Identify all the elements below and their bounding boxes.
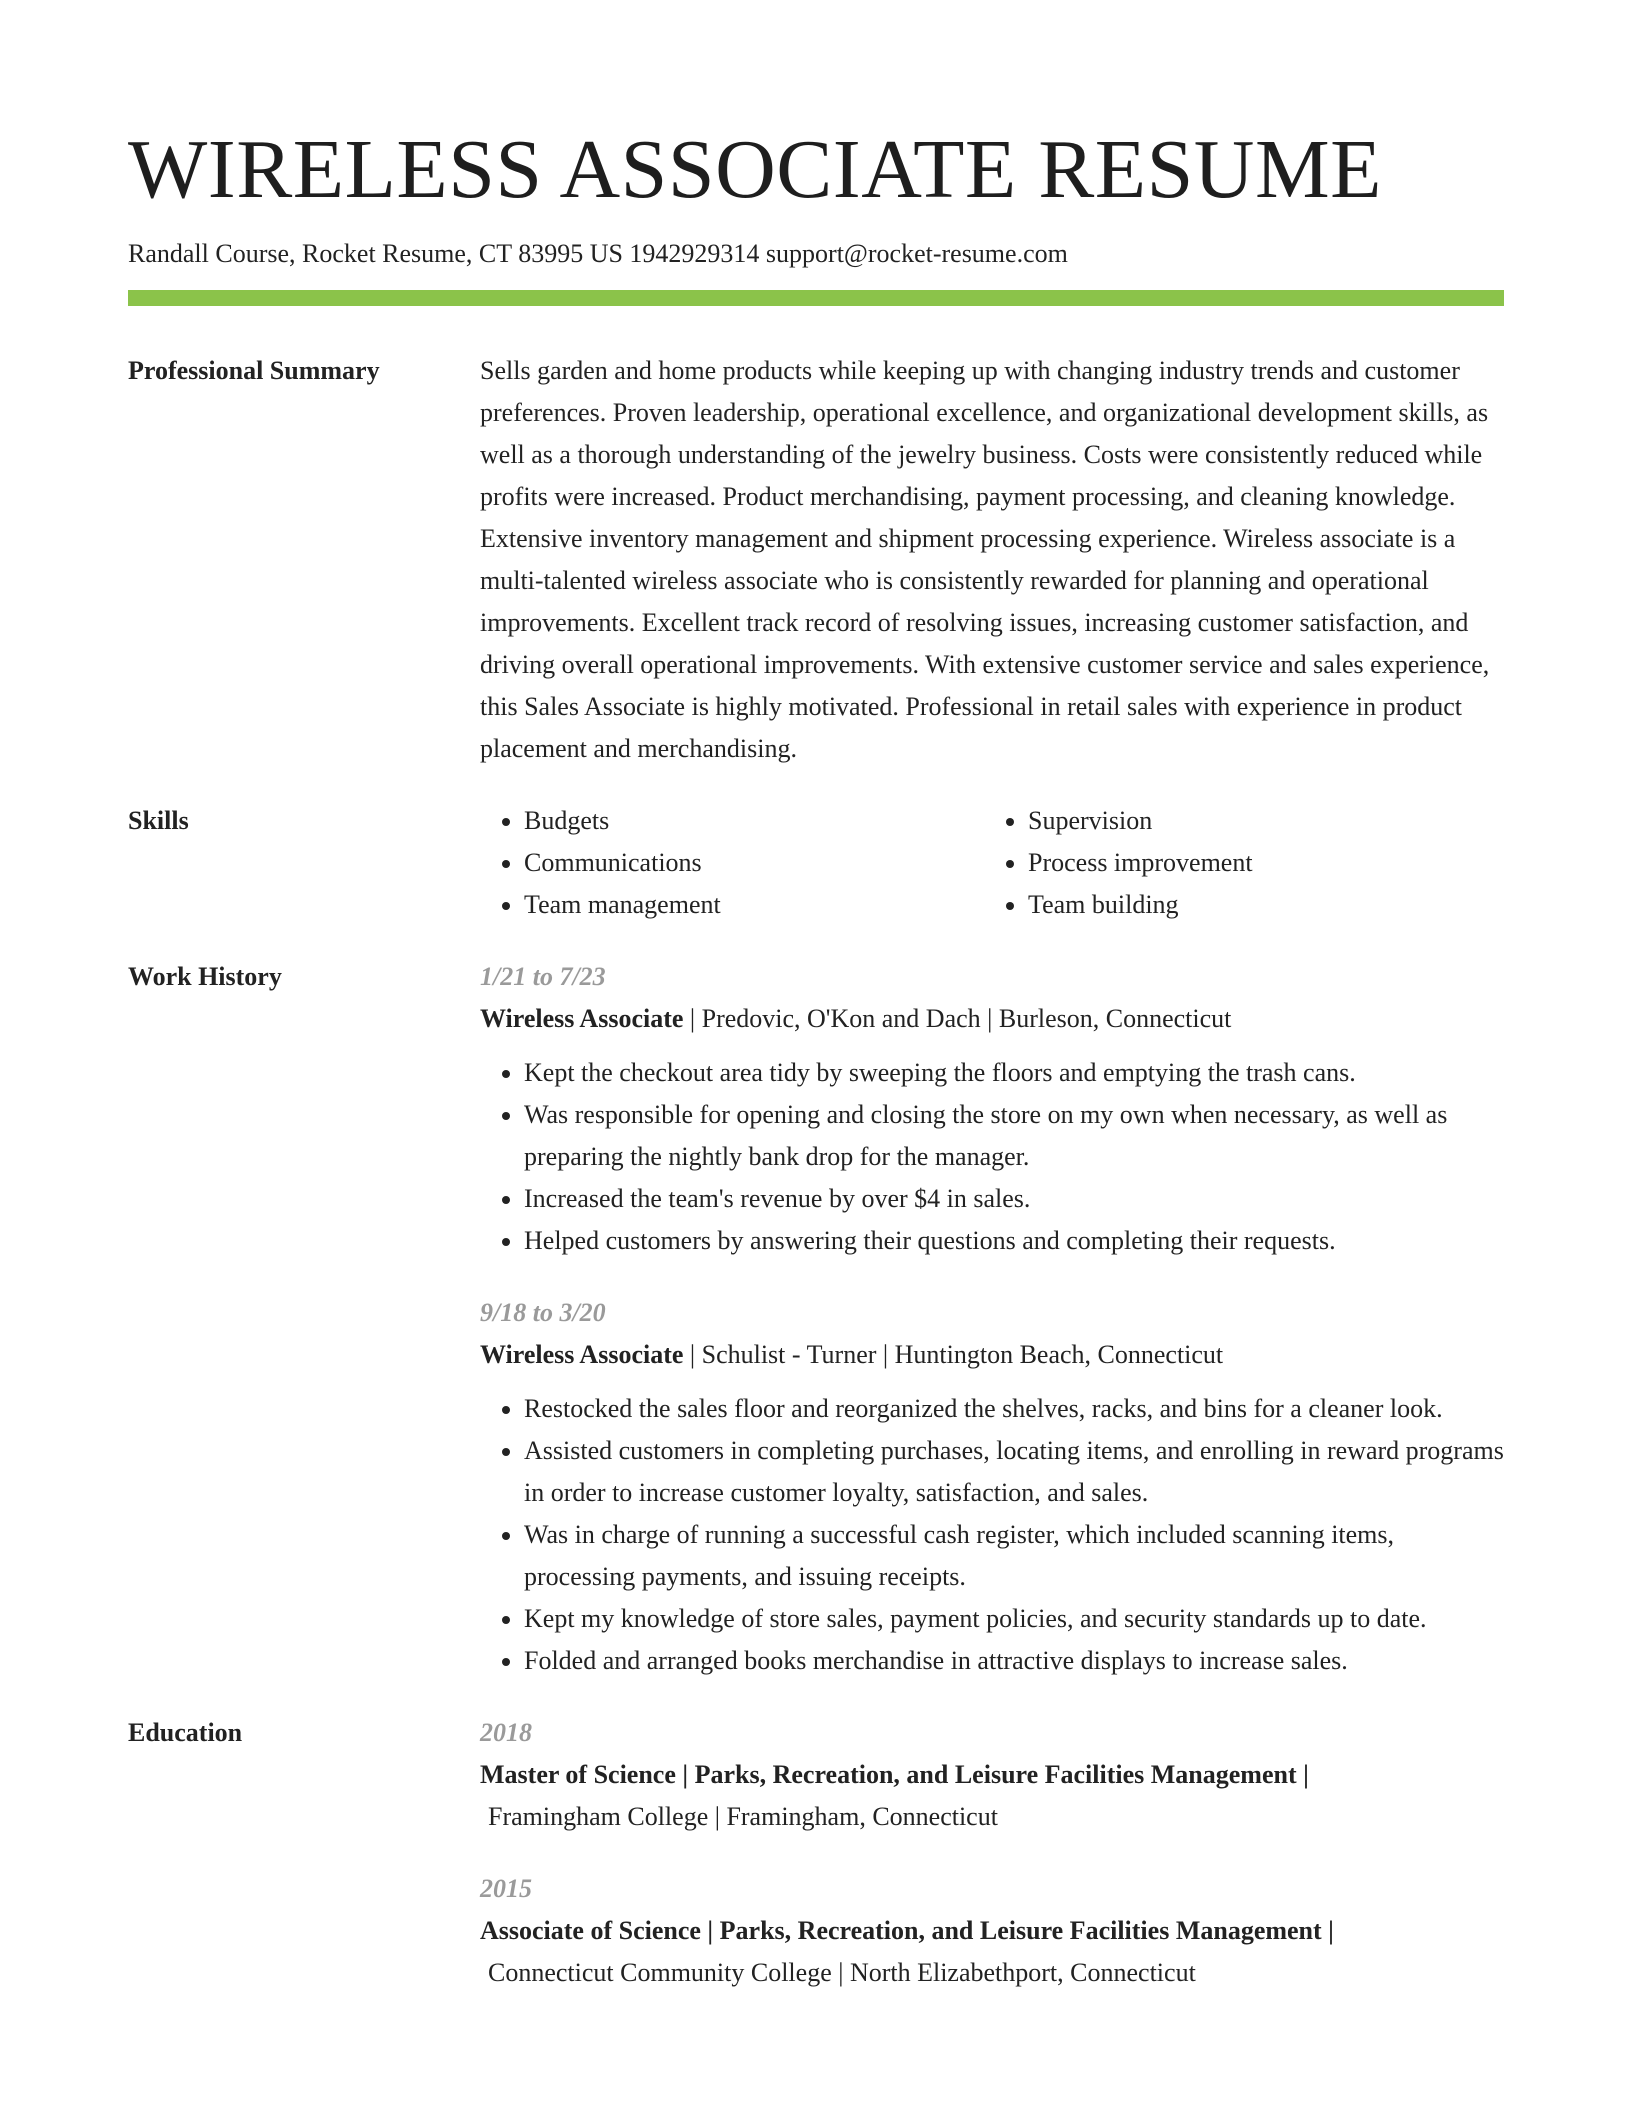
contact-line: Randall Course, Rocket Resume, CT 83995 US 1942929314 support@rocket-resume.com	[128, 239, 1068, 268]
work-bullet: • Assisted customers in completing purchases, locating items, and enrolling in reward programs in order to increase customer loyalty, satisfaction, and sales.	[524, 1430, 1504, 1514]
work-role-line	[480, 1334, 1504, 1376]
education-heading: Education	[128, 1718, 243, 1747]
skill-item: • Team building	[1028, 884, 1488, 926]
work-bullets	[480, 1052, 1504, 1262]
work-role-line	[480, 998, 1504, 1040]
work-bullet: • Restocked the sales floor and reorganized the shelves, racks, and bins for a cleaner look.	[524, 1388, 1504, 1430]
work-bullet: • Folded and arranged books merchandise in attractive displays to increase sales.	[524, 1640, 1504, 1682]
work-history-section	[128, 956, 1504, 1682]
skills-section	[128, 800, 1504, 926]
skill-item: • Process improvement	[1028, 842, 1488, 884]
skills-column-1	[480, 800, 984, 926]
skill-item: • Communications	[524, 842, 984, 884]
summary-section	[128, 350, 1504, 770]
education-year: 2018	[480, 1718, 532, 1747]
skill-item: • Budgets	[524, 800, 984, 842]
work-history-heading: Work History	[128, 962, 282, 991]
accent-divider	[128, 290, 1504, 306]
skills-column-2	[984, 800, 1488, 926]
work-bullet: • Helped customers by answering their questions and completing their requests.	[524, 1220, 1504, 1262]
skills-heading: Skills	[128, 806, 189, 835]
work-entry	[480, 956, 1504, 1262]
job-title: Wireless Associate	[480, 1340, 684, 1369]
job-details: | Schulist - Turner | Huntington Beach, Connecticut	[683, 1340, 1224, 1369]
education-entry	[480, 1712, 1504, 1838]
skills-list	[480, 800, 1504, 926]
education-school: Connecticut Community College | North Elizabethport, Connecticut	[488, 1958, 1196, 1987]
work-dates: 9/18 to 3/20	[480, 1298, 606, 1327]
education-degree: Master of Science | Parks, Recreation, and Leisure Facilities Management |	[480, 1760, 1309, 1789]
work-bullet: • Increased the team's revenue by over $4 in sales.	[524, 1178, 1504, 1220]
work-bullet: • Kept my knowledge of store sales, payment policies, and security standards up to date.	[524, 1598, 1504, 1640]
skill-item: • Team management	[524, 884, 984, 926]
skill-item: • Supervision	[1028, 800, 1488, 842]
education-degree: Associate of Science | Parks, Recreation, and Leisure Facilities Management |	[480, 1916, 1334, 1945]
education-year: 2015	[480, 1874, 532, 1903]
education-section	[128, 1712, 1504, 1994]
work-bullet: • Was responsible for opening and closing the store on my own when necessary, as well as preparing the nightly bank drop for the manager.	[524, 1094, 1504, 1178]
work-bullet: • Was in charge of running a successful cash register, which included scanning items, processing payments, and issuing receipts.	[524, 1514, 1504, 1598]
education-entry	[480, 1868, 1504, 1994]
work-dates: 1/21 to 7/23	[480, 962, 606, 991]
summary-text: Sells garden and home products while keeping up with changing industry trends and customer preferences. Proven leadership, operational excellence, and organizational development skills, as well as a thorough understanding of the jewelry business. Costs were consistently reduced while profits were increased. Product merchandising, payment processing, and cleaning knowledge. Extensive inventory management and shipment processing experience. Wireless associate is a multi-talented wireless associate who is consistently rewarded for planning and operational improvements. Excellent track record of resolving issues, increasing customer satisfaction, and driving overall operational improvements. With extensive customer service and sales experience, this Sales Associate is highly motivated. Professional in retail sales with experience in product placement and merchandising.	[480, 356, 1490, 763]
work-entry	[480, 1292, 1504, 1682]
job-details: | Predovic, O'Kon and Dach | Burleson, Connecticut	[683, 1004, 1232, 1033]
work-bullets	[480, 1388, 1504, 1682]
resume-title: WIRELESS ASSOCIATE RESUME	[128, 123, 1382, 216]
summary-heading: Professional Summary	[128, 356, 380, 385]
job-title: Wireless Associate	[480, 1004, 684, 1033]
education-school: Framingham College | Framingham, Connecticut	[488, 1802, 998, 1831]
work-bullet: • Kept the checkout area tidy by sweeping the floors and emptying the trash cans.	[524, 1052, 1504, 1094]
resume-page	[128, 0, 1504, 1994]
